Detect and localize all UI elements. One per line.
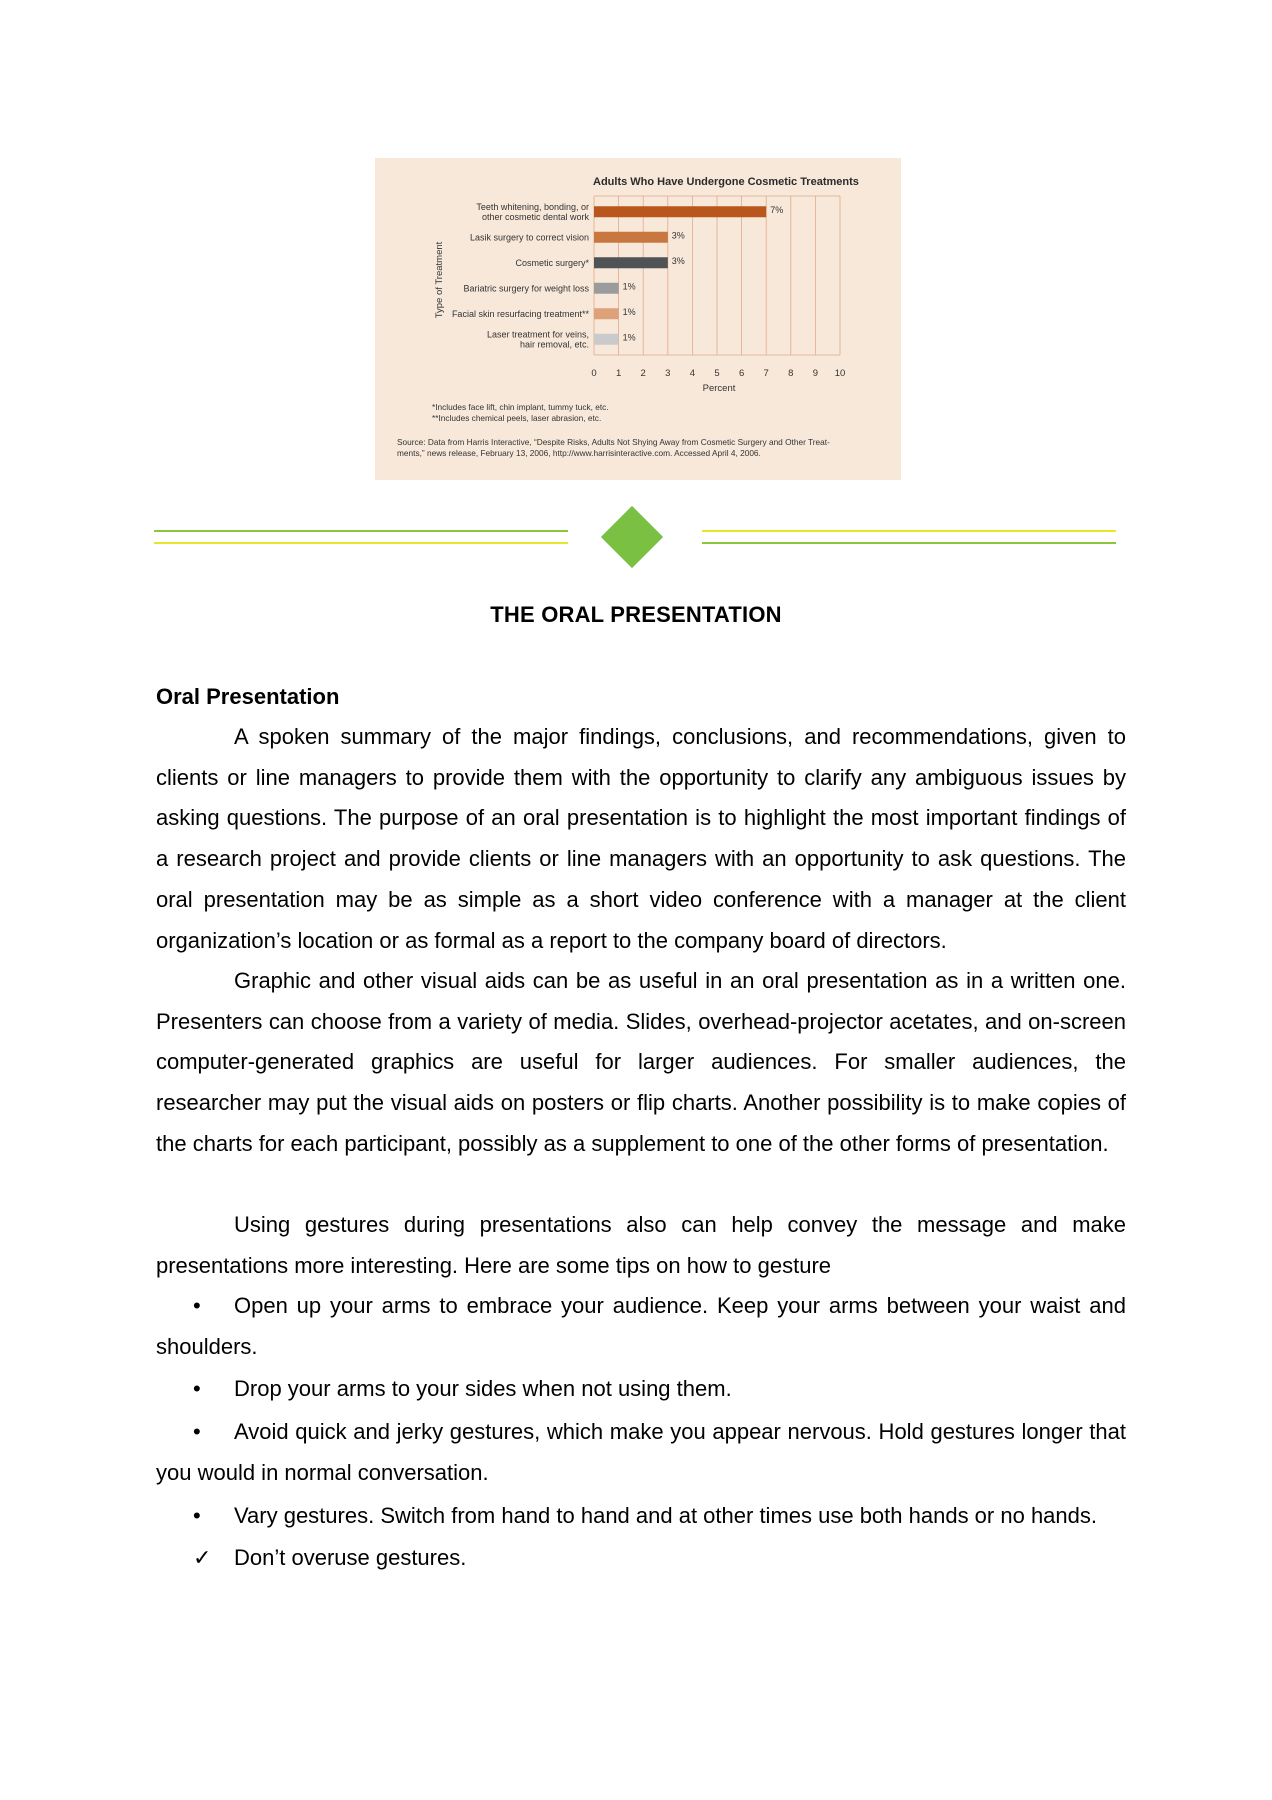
chart-figure [375, 158, 901, 480]
bullet-icon: • [193, 1419, 201, 1445]
category-label: other cosmetic dental work [481, 211, 589, 222]
bar [594, 206, 766, 217]
divider-line-left-yellow [154, 542, 568, 544]
check-icon: ✓ [193, 1545, 212, 1571]
list-item-text: Drop your arms to your sides when not using them. [234, 1376, 732, 1402]
gesture-tips-list [156, 1286, 1126, 1581]
bar-value-label: 1% [622, 332, 636, 343]
list-item [156, 1412, 1126, 1493]
paragraph-visual-aids: Graphic and other visual aids can be as useful in an oral presentation as in a written one. Presenters can choose from a variety of media. Slides, overhead-projector acetates, and on-screen computer-generated graphics are useful for larger audiences. For smaller audiences, the researcher may put the visual aids on posters or flip charts. Another possibility is to make copies of the charts for each participant, possibly as a supplement to one of the other forms of presentation. [156, 968, 1126, 1156]
page-title: THE ORAL PRESENTATION [490, 602, 782, 627]
category-label: Lasik surgery to correct vision [469, 232, 589, 243]
x-tick-label: 8 [788, 368, 794, 379]
bar-value-label: 3% [671, 255, 685, 266]
paragraph-gestures: Using gestures during presentations also can help convey the message and make presentations more interesting. Here are some tips on how to gesture [156, 1212, 1126, 1278]
chart-footnote: *Includes face lift, chin implant, tummy tuck, etc. [432, 402, 609, 412]
x-tick-label: 0 [591, 368, 597, 379]
bar-value-label: 1% [622, 306, 636, 317]
divider-ornament [590, 500, 680, 570]
x-tick-label: 10 [834, 368, 846, 379]
bar [594, 334, 619, 345]
y-axis-title: Type of Treatment [434, 241, 445, 319]
x-tick-label: 1 [615, 368, 622, 379]
chart-source: ments,” news release, February 13, 2006, http://www.harrisinteractive.com. Accessed April 4, 2006. [397, 448, 761, 458]
x-tick-label: 5 [714, 368, 720, 379]
bar-chart [375, 158, 901, 480]
list-item-text: Avoid quick and jerky gestures, which make you appear nervous. Hold gestures longer that you would in normal conversation. [156, 1419, 1126, 1485]
bullet-icon: • [193, 1376, 201, 1402]
divider-line-right-green [702, 542, 1116, 544]
bar [594, 283, 619, 294]
bar [594, 257, 668, 268]
category-label: hair removal, etc. [519, 339, 589, 350]
list-item [156, 1496, 1126, 1537]
x-tick-label: 6 [738, 368, 745, 379]
x-tick-label: 9 [812, 368, 819, 379]
bar-value-label: 3% [671, 230, 685, 241]
list-item-text: Don’t overuse gestures. [234, 1545, 467, 1571]
x-tick-label: 4 [689, 368, 696, 379]
x-tick-label: 2 [640, 368, 646, 379]
chart-title: Adults Who Have Undergone Cosmetic Treatments [593, 176, 859, 188]
chart-category-labels [452, 202, 590, 350]
chart-footnote: **Includes chemical peels, laser abrasion, etc. [432, 413, 602, 423]
category-label: Cosmetic surgery* [515, 257, 589, 268]
paragraph-definition: A spoken summary of the major findings, conclusions, and recommendations, given to clients or line managers to provide them with the opportunity to clarify any ambiguous issues by asking questions. The purpose of an oral presentation is to highlight the most important findings of a research project and provide clients or line managers with an opportunity to ask questions. The oral presentation may be as simple as a short video conference with a manager at the client organization’s location or as formal as a report to the company board of directors. [156, 724, 1126, 953]
bullet-icon: • [193, 1502, 201, 1528]
divider-line-left-green [154, 530, 568, 532]
bar-value-label: 7% [770, 204, 784, 215]
chart-source: Source: Data from Harris Interactive, “Despite Risks, Adults Not Shying Away from Cosmetic Surgery and Other Treat- [397, 437, 830, 447]
category-label: Teeth whitening, bonding, or [476, 201, 589, 212]
bullet-icon: • [193, 1293, 201, 1318]
chart-grid [594, 196, 840, 355]
list-item [156, 1286, 1126, 1367]
section-heading: Oral Presentation [156, 684, 340, 709]
x-tick-label: 7 [763, 368, 769, 379]
category-label: Facial skin resurfacing treatment** [451, 308, 589, 319]
category-label: Laser treatment for veins, [486, 329, 589, 340]
bar [594, 308, 619, 319]
chart-x-ticks [591, 368, 845, 379]
divider-line-right-yellow [702, 530, 1116, 532]
diamond-icon [601, 506, 663, 568]
x-axis-title: Percent [702, 383, 736, 394]
list-item-text: Vary gestures. Switch from hand to hand and at other times use both hands or no hands. [234, 1502, 1097, 1528]
chart-bars [594, 205, 783, 345]
bar [594, 232, 668, 243]
list-item [156, 1538, 1126, 1579]
chart-notes [397, 402, 830, 458]
list-item-text: Open up your arms to embrace your audience. Keep your arms between your waist and shoulders. [156, 1293, 1126, 1359]
bar-value-label: 1% [622, 281, 636, 292]
category-label: Bariatric surgery for weight loss [463, 283, 589, 294]
x-tick-label: 3 [665, 368, 671, 379]
list-item [156, 1369, 1126, 1410]
